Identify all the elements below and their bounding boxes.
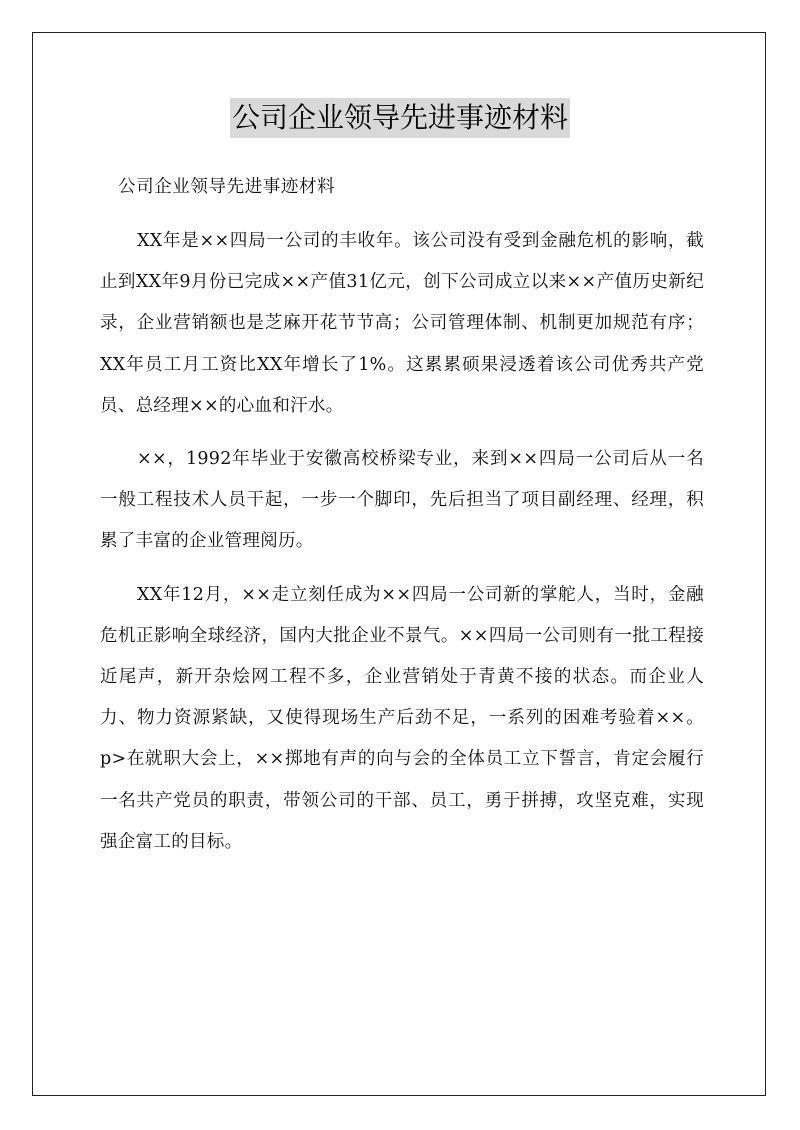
document-title: 公司企业领导先进事迹材料 <box>230 98 570 138</box>
document-subtitle: 公司企业领导先进事迹材料 <box>118 177 336 197</box>
paragraph-3: XX年12月，××走立刻任成为××四局一公司新的掌舵人，当时，金融危机正影响全球经济，国内大批企业不景气。××四局一公司则有一批工程接近尾声，新开杂烩网工程不多，企业营销处于青黄不接的状态。而企业人力、物力资源紧缺，又使得现场生产后劲不足，一系列的困难考验着××。p>在就职大会上，××掷地有声的向与会的全体员工立下誓言，肯定会履行一名共产党员的职责，带领公司的干部、员工，勇于拼搏，攻坚克难，实现强企富工的目标。 <box>100 584 704 852</box>
paragraph-1: XX年是××四局一公司的丰收年。该公司没有受到金融危机的影响，截止到XX年9月份已完成××产值31亿元，创下公司成立以来××产值历史新纪录，企业营销额也是芝麻开花节节高；公司管理体制、机制更加规范有序；XX年员工月工资比XX年增长了1%。这累累硕果浸透着该公司优秀共产党员、总经理××的心血和汗水。 <box>100 231 704 416</box>
document-body <box>100 221 704 875</box>
title-container <box>0 98 800 138</box>
paragraph-2: ××，1992年毕业于安徽高校桥梁专业，来到××四局一公司后从一名一般工程技术人员干起，一步一个脚印，先后担当了项目副经理、经理，积累了丰富的企业管理阅历。 <box>100 449 704 552</box>
